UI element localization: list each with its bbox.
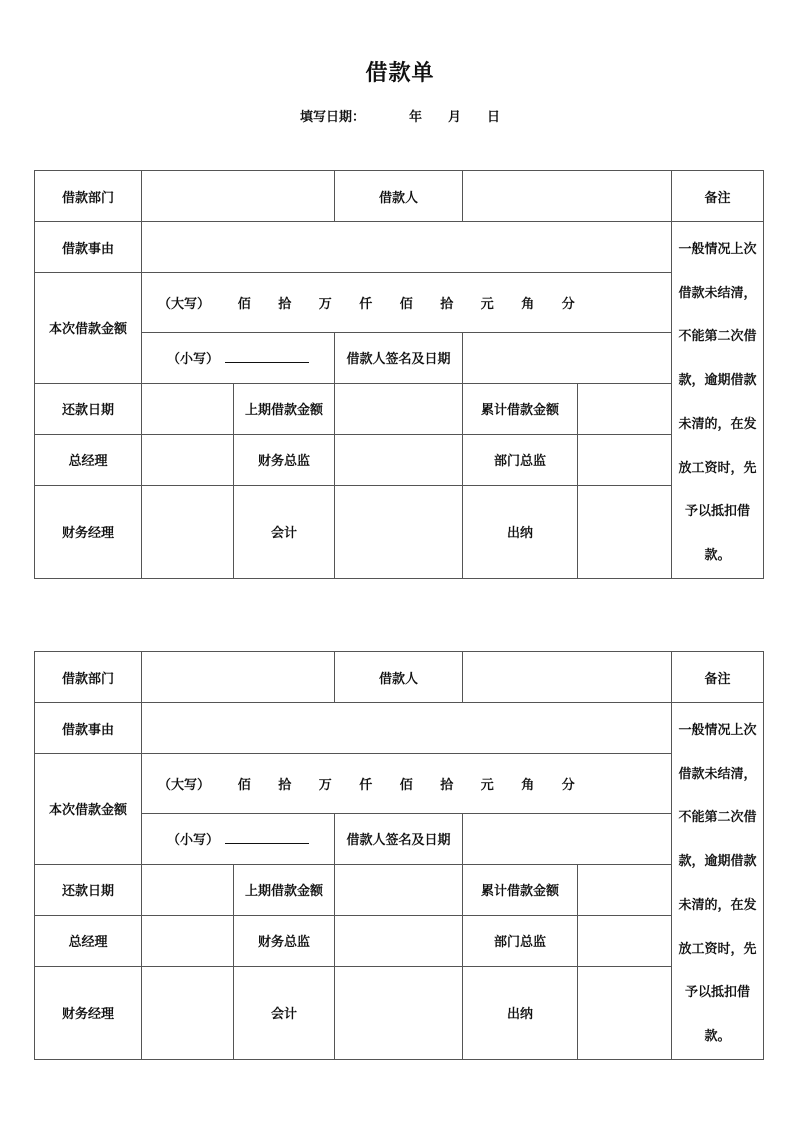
dept-director-field[interactable] <box>578 915 672 966</box>
cashier-field[interactable] <box>578 485 672 578</box>
unit-jiao: 角 <box>521 777 535 793</box>
amount-label: 本次借款金额 <box>35 754 142 865</box>
unit-wan: 万 <box>318 296 332 312</box>
month-label: 月 <box>448 110 462 125</box>
reason-field[interactable] <box>142 222 672 273</box>
unit-yuan: 元 <box>480 296 494 312</box>
unit-fen: 分 <box>561 296 575 312</box>
dept-director-label: 部门总监 <box>463 915 578 966</box>
unit-yuan: 元 <box>480 777 494 793</box>
cfo-label: 财务总监 <box>234 915 335 966</box>
cfo-label: 财务总监 <box>234 434 335 485</box>
day-label: 日 <box>487 110 501 125</box>
unit-wan: 万 <box>318 777 332 793</box>
dept-director-field[interactable] <box>578 434 672 485</box>
accountant-label: 会计 <box>234 966 335 1059</box>
remark-label: 备注 <box>672 652 764 703</box>
total-amount-label: 累计借款金额 <box>463 383 578 434</box>
loan-form-1 <box>34 170 764 579</box>
sign-label: 借款人签名及日期 <box>335 813 463 864</box>
unit-qian: 仟 <box>359 296 373 312</box>
cashier-label: 出纳 <box>463 485 578 578</box>
page-title: 借款单 <box>365 61 435 86</box>
reason-label: 借款事由 <box>35 703 142 754</box>
unit-shi-2: 拾 <box>440 777 454 793</box>
repay-date-label: 还款日期 <box>35 383 142 434</box>
borrower-field[interactable] <box>463 171 672 222</box>
unit-shi: 拾 <box>278 296 292 312</box>
gm-field[interactable] <box>142 434 234 485</box>
fin-manager-field[interactable] <box>142 966 234 1059</box>
sign-label: 借款人签名及日期 <box>335 332 463 383</box>
loan-form-2 <box>34 651 764 1060</box>
gm-label: 总经理 <box>35 434 142 485</box>
amount-daxie-field[interactable] <box>142 754 672 814</box>
dept-label: 借款部门 <box>35 171 142 222</box>
accountant-field[interactable] <box>335 966 463 1059</box>
cashier-label: 出纳 <box>463 966 578 1059</box>
unit-bai: 佰 <box>237 296 251 312</box>
amount-xiaoxie-field[interactable] <box>142 332 335 383</box>
borrower-label: 借款人 <box>335 171 463 222</box>
repay-date-field[interactable] <box>142 864 234 915</box>
date-label: 填写日期： <box>299 110 365 125</box>
borrower-label: 借款人 <box>335 652 463 703</box>
amount-daxie-field[interactable] <box>142 273 672 333</box>
dept-label: 借款部门 <box>35 652 142 703</box>
unit-bai-2: 佰 <box>399 777 413 793</box>
repay-date-field[interactable] <box>142 383 234 434</box>
dept-field[interactable] <box>142 652 335 703</box>
last-amount-label: 上期借款金额 <box>234 383 335 434</box>
fin-manager-label: 财务经理 <box>35 485 142 578</box>
cfo-field[interactable] <box>335 915 463 966</box>
unit-shi-2: 拾 <box>440 296 454 312</box>
borrower-field[interactable] <box>463 652 672 703</box>
unit-jiao: 角 <box>521 296 535 312</box>
year-label: 年 <box>408 110 422 125</box>
daxie-label: （大写） <box>158 777 211 793</box>
dept-field[interactable] <box>142 171 335 222</box>
daxie-label: （大写） <box>158 296 211 312</box>
unit-bai: 佰 <box>237 777 251 793</box>
repay-date-label: 还款日期 <box>35 864 142 915</box>
last-amount-field[interactable] <box>335 383 463 434</box>
amount-xiaoxie-field[interactable] <box>142 813 335 864</box>
cashier-field[interactable] <box>578 966 672 1059</box>
accountant-label: 会计 <box>234 485 335 578</box>
reason-label: 借款事由 <box>35 222 142 273</box>
cfo-field[interactable] <box>335 434 463 485</box>
remark-cell <box>672 703 764 1060</box>
amount-label: 本次借款金额 <box>35 273 142 384</box>
xiaoxie-label: （小写） <box>166 352 219 368</box>
remark-text: 一般情况上次借款未结清，不能第二次借款，逾期借款未清的，在发放工资时，先予以抵扣借款。 <box>678 242 757 563</box>
unit-shi: 拾 <box>278 777 292 793</box>
fill-date-line <box>0 106 800 125</box>
gm-field[interactable] <box>142 915 234 966</box>
xiaoxie-underline <box>225 831 309 844</box>
fin-manager-label: 财务经理 <box>35 966 142 1059</box>
remark-text: 一般情况上次借款未结清，不能第二次借款，逾期借款未清的，在发放工资时，先予以抵扣借款。 <box>678 723 757 1044</box>
xiaoxie-underline <box>225 350 309 363</box>
xiaoxie-label: （小写） <box>166 833 219 849</box>
reason-field[interactable] <box>142 703 672 754</box>
sign-field[interactable] <box>463 813 672 864</box>
gm-label: 总经理 <box>35 915 142 966</box>
total-amount-field[interactable] <box>578 864 672 915</box>
last-amount-field[interactable] <box>335 864 463 915</box>
total-amount-field[interactable] <box>578 383 672 434</box>
sign-field[interactable] <box>463 332 672 383</box>
accountant-field[interactable] <box>335 485 463 578</box>
fin-manager-field[interactable] <box>142 485 234 578</box>
unit-fen: 分 <box>561 777 575 793</box>
unit-qian: 仟 <box>359 777 373 793</box>
remark-cell <box>672 222 764 579</box>
total-amount-label: 累计借款金额 <box>463 864 578 915</box>
unit-bai-2: 佰 <box>399 296 413 312</box>
remark-label: 备注 <box>672 171 764 222</box>
dept-director-label: 部门总监 <box>463 434 578 485</box>
last-amount-label: 上期借款金额 <box>234 864 335 915</box>
